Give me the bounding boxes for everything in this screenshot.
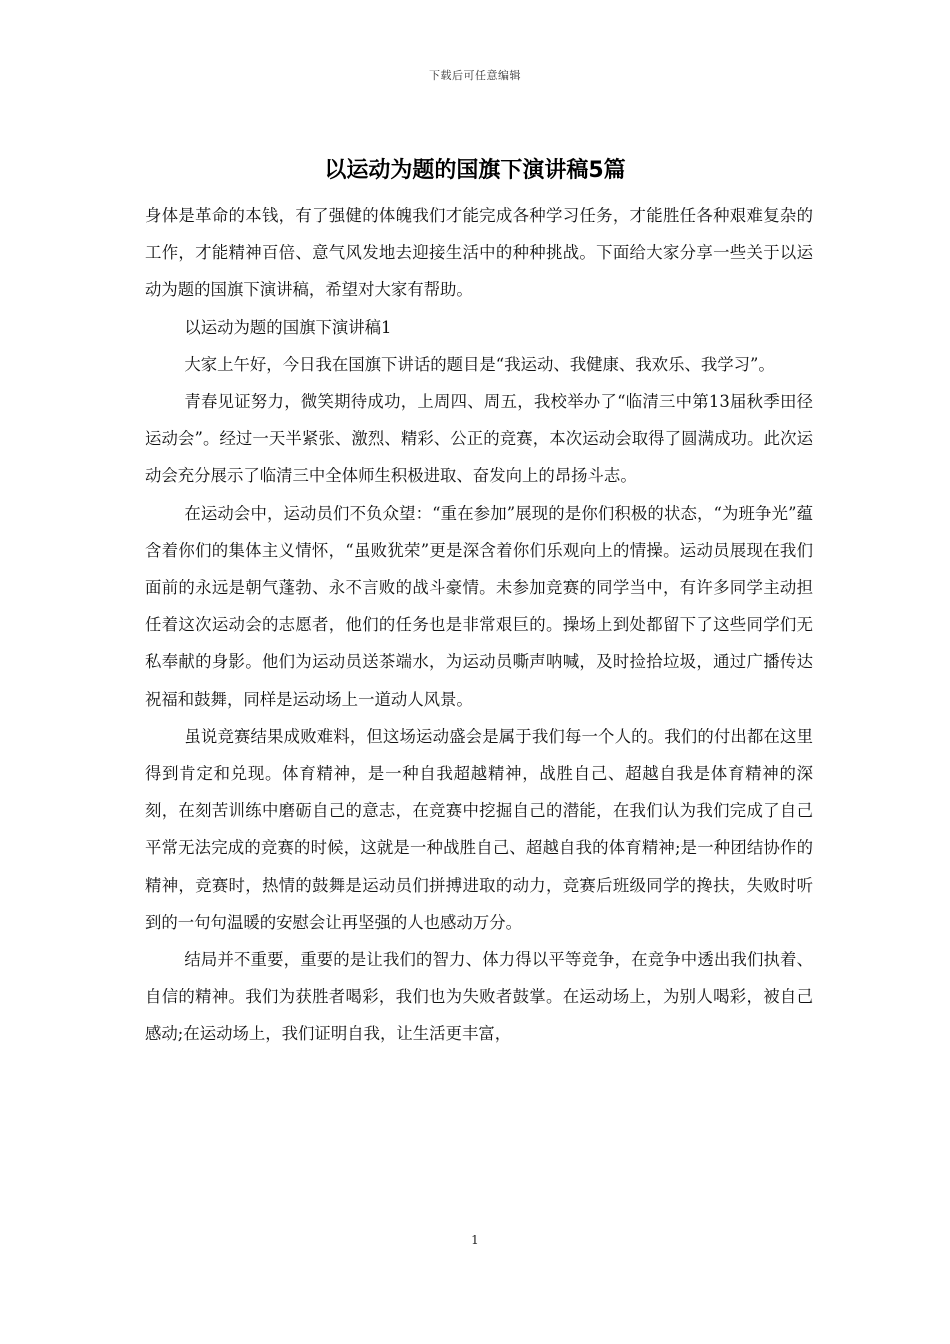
speech-subtitle: 以运动为题的国旗下演讲稿1 [184, 317, 392, 337]
intro-paragraph: 身体是革命的本钱，有了强健的体魄我们才能完成各种学习任务，才能胜任各种艰难复杂的工作，才能精神百倍、意气风发地去迎接生活中的种种挑战。下面给大家分享一些关于以运动为题的国旗下演讲稿，希望对大家有帮助。 [145, 206, 813, 300]
page-number: 1 [471, 1233, 479, 1247]
header-note: 下载后可任意编辑 [429, 69, 521, 82]
body-paragraph: 结局并不重要，重要的是让我们的智力、体力得以平等竞争，在竞争中透出我们执着、自信的精神。我们为获胜者喝彩，我们也为失败者鼓掌。在运动场上，为别人喝彩，被自己感动;在运动场上，我们证明自我，让生活更丰富， [145, 950, 813, 1044]
document-title: 以运动为题的国旗下演讲稿5篇 [324, 158, 626, 183]
body-paragraph: 在运动会中，运动员们不负众望：“重在参加”展现的是你们积极的状态，“为班争光”蕴含着你们的集体主义情怀，“虽败犹荣”更是深含着你们乐观向上的情操。运动员展现在我们面前的永远是朝气蓬勃、永不言败的战斗豪情。未参加竞赛的同学当中，有许多同学主动担任着这次运动会的志愿者，他们的任务也是非常艰巨的。操场上到处都留下了这些同学们无私奉献的身影。他们为运动员送茶端水，为运动员嘶声呐喊，及时捡拾垃圾，通过广播传达祝福和鼓舞，同样是运动场上一道动人风景。 [145, 503, 813, 709]
body-paragraph: 虽说竞赛结果成败难料，但这场运动盛会是属于我们每一个人的。我们的付出都在这里得到肯定和兑现。体育精神，是一种自我超越精神，战胜自己、超越自我是体育精神的深刻，在刻苦训练中磨砺自己的意志，在竞赛中挖掘自己的潜能，在我们认为我们完成了自己平常无法完成的竞赛的时候，这就是一种战胜自己、超越自我的体育精神;是一种团结协作的精神，竞赛时，热情的鼓舞是运动员们拼搏进取的动力，竞赛后班级同学的搀扶，失败时听到的一句句温暖的安慰会让再坚强的人也感动万分。 [145, 726, 813, 932]
body-paragraph: 青春见证努力，微笑期待成功，上周四、周五，我校举办了“临清三中第13届秋季田径运动会”。经过一天半紧张、激烈、精彩、公正的竞赛，本次运动会取得了圆满成功。此次运动会充分展示了临清三中全体师生积极进取、奋发向上的昂扬斗志。 [145, 392, 813, 486]
body-paragraph: 大家上午好，今日我在国旗下讲话的题目是“我运动、我健康、我欢乐、我学习”。 [184, 354, 775, 374]
document-body [145, 197, 813, 1053]
